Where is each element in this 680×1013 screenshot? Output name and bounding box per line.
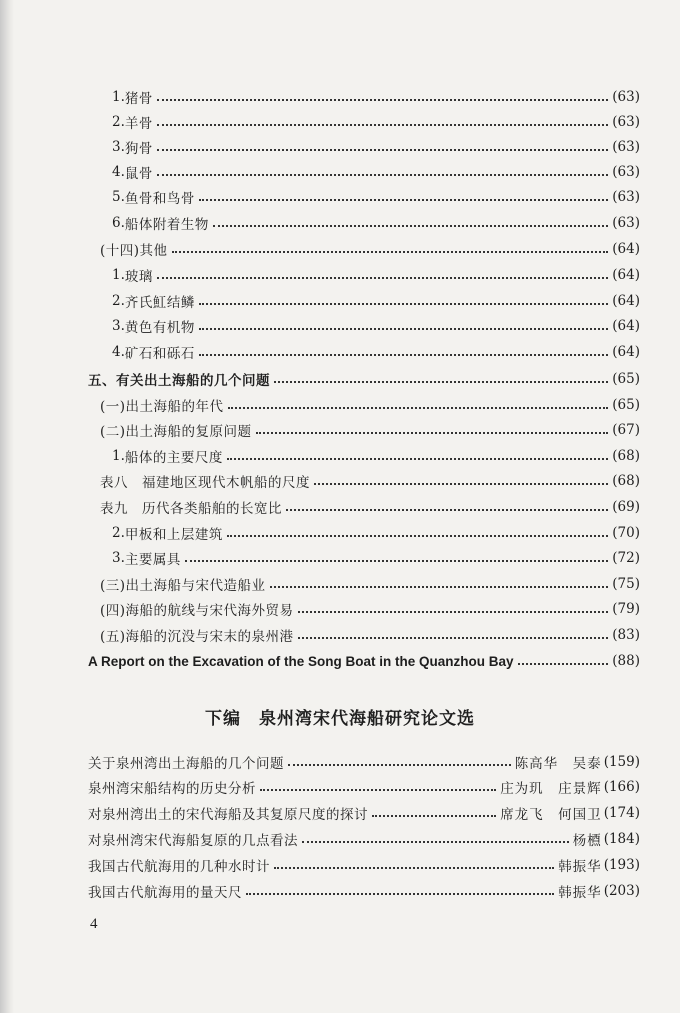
article-author: 席龙飞 何国卫 <box>500 807 602 823</box>
dot-leader <box>157 147 608 151</box>
toc-entry-number: 1. <box>112 448 125 464</box>
article-page: (174) <box>603 805 640 821</box>
toc-entry-number: 4. <box>112 344 125 360</box>
toc-entry <box>100 470 640 492</box>
toc-entry-page: (70) <box>612 525 640 541</box>
toc-entry-title: 表八 福建地区现代木帆船的尺度 <box>100 475 310 491</box>
toc-entry-title: (四)海船的航线与宋代海外贸易 <box>100 603 294 619</box>
toc-entry-title: 船体附着生物 <box>124 217 209 233</box>
toc-entry-title: 狗骨 <box>124 141 153 157</box>
article-title: 对泉州湾出土的宋代海船及其复原尺度的探讨 <box>88 807 368 823</box>
toc-entry-page: (83) <box>612 627 640 643</box>
article-entry <box>88 880 640 902</box>
toc-entry-page: (67) <box>612 422 640 438</box>
toc-entry-page: (65) <box>612 371 640 387</box>
toc-entry <box>100 598 640 620</box>
dot-leader <box>246 891 554 895</box>
article-title: 我国古代航海用的量天尺 <box>88 885 242 901</box>
dot-leader <box>286 507 608 511</box>
toc-entry <box>88 368 640 390</box>
toc-entry-page: (63) <box>612 114 640 130</box>
article-page: (193) <box>603 857 640 873</box>
toc-entry <box>88 650 640 672</box>
toc-entry <box>112 264 640 286</box>
toc-entry-page: (63) <box>612 189 640 205</box>
article-author: 庄为玑 庄景辉 <box>500 781 602 797</box>
toc-entry-number: 2. <box>112 114 125 130</box>
article-author: 韩振华 <box>558 859 602 875</box>
dot-leader <box>372 813 496 817</box>
toc-entry-number: 1. <box>112 267 125 283</box>
toc-entry <box>112 341 640 363</box>
article-entry <box>88 828 640 850</box>
toc-entry-page: (65) <box>612 397 640 413</box>
toc-entry-page: (63) <box>612 89 640 105</box>
dot-leader <box>260 787 496 791</box>
toc-entry-page: (64) <box>612 318 640 334</box>
toc-entry-page: (68) <box>612 448 640 464</box>
toc-entry-page: (63) <box>612 215 640 231</box>
toc-entry-title: 主要属具 <box>124 552 181 568</box>
toc-entry-page: (64) <box>612 241 640 257</box>
section-heading <box>0 704 680 730</box>
toc-entry-title: 猪骨 <box>124 91 153 107</box>
toc-entry <box>100 419 640 441</box>
section-part-label: 下编 <box>205 709 241 729</box>
toc-entry-title: (二)出土海船的复原问题 <box>100 424 252 440</box>
toc-entry <box>100 238 640 260</box>
article-author: 杨槱 <box>572 833 602 849</box>
toc-entry-number: 2. <box>112 293 125 309</box>
toc-entry <box>112 86 640 108</box>
toc-entry-title: 玻璃 <box>124 269 153 285</box>
toc-entry-title: 表九 历代各类船舶的长宽比 <box>100 501 282 517</box>
toc-entry-number: 3. <box>112 318 125 334</box>
toc-entry <box>112 445 640 467</box>
toc-entry-page: (64) <box>612 344 640 360</box>
toc-entry <box>100 573 640 595</box>
toc-entry <box>112 547 640 569</box>
dot-leader <box>199 326 608 330</box>
toc-entry-number: 1. <box>112 89 125 105</box>
dot-leader <box>274 865 554 869</box>
toc-entry-number: 4. <box>112 164 125 180</box>
dot-leader <box>199 301 608 305</box>
dot-leader <box>172 249 609 253</box>
toc-entry-title: 甲板和上层建筑 <box>124 527 223 543</box>
article-title: 对泉州湾宋代海船复原的几点看法 <box>88 833 298 849</box>
dot-leader <box>157 275 608 279</box>
toc-entry <box>112 522 640 544</box>
toc-entry-title: 船体的主要尺度 <box>124 450 223 466</box>
dot-leader <box>199 352 608 356</box>
article-author: 陈高华 吴泰 <box>514 756 602 772</box>
dot-leader <box>274 379 608 383</box>
article-title: 关于泉州湾出土海船的几个问题 <box>88 756 284 772</box>
article-entry <box>88 854 640 876</box>
dot-leader <box>157 97 608 101</box>
section-title: 泉州湾宋代海船研究论文选 <box>259 709 475 729</box>
toc-entry-page: (79) <box>612 601 640 617</box>
dot-leader <box>185 558 608 562</box>
toc-entry-title: (五)海船的沉没与宋末的泉州港 <box>100 629 294 645</box>
toc-entry-number: 3. <box>112 550 125 566</box>
toc-entry-title: (十四)其他 <box>100 243 168 259</box>
page-number: 4 <box>90 916 98 932</box>
toc-entry-page: (68) <box>612 473 640 489</box>
toc-entry <box>112 161 640 183</box>
toc-entry-title: 黄色有机物 <box>124 320 195 336</box>
toc-entry <box>112 290 640 312</box>
toc-entry-title: 矿石和砾石 <box>124 346 195 362</box>
article-page: (159) <box>603 754 640 770</box>
article-title: 我国古代航海用的几种水时计 <box>88 859 270 875</box>
dot-leader <box>213 223 608 227</box>
dot-leader <box>298 635 609 639</box>
article-entry <box>88 751 640 773</box>
toc-entry <box>100 394 640 416</box>
toc-entry-page: (88) <box>612 653 640 669</box>
toc-entry-number: 6. <box>112 215 125 231</box>
dot-leader <box>302 839 569 843</box>
dot-leader <box>227 456 608 460</box>
dot-leader <box>314 481 608 485</box>
toc-entry <box>112 212 640 234</box>
toc-entry <box>112 315 640 337</box>
toc-entry-title: 齐氏魟结鳞 <box>124 295 195 311</box>
toc-entry <box>112 111 640 133</box>
article-page: (184) <box>603 831 640 847</box>
toc-entry-title: (三)出土海船与宋代造船业 <box>100 578 266 594</box>
toc-entry-title: 鼠骨 <box>124 166 153 182</box>
dot-leader <box>227 533 608 537</box>
toc-entry <box>112 186 640 208</box>
article-title: 泉州湾宋船结构的历史分析 <box>88 781 256 797</box>
dot-leader <box>228 405 609 409</box>
dot-leader <box>157 122 608 126</box>
toc-entry-page: (75) <box>612 576 640 592</box>
dot-leader <box>288 762 511 766</box>
toc-entry-page: (63) <box>612 139 640 155</box>
article-page: (203) <box>603 883 640 899</box>
toc-entry-title: 羊骨 <box>124 116 153 132</box>
dot-leader <box>157 172 608 176</box>
toc-entry-number: 5. <box>112 189 125 205</box>
toc-entry-page: (64) <box>612 293 640 309</box>
toc-entry-number: 3. <box>112 139 125 155</box>
dot-leader <box>298 609 609 613</box>
article-entry <box>88 776 640 798</box>
toc-entry-title: 五、有关出土海船的几个问题 <box>88 373 270 389</box>
toc-entry-title: (一)出土海船的年代 <box>100 399 224 415</box>
dot-leader <box>256 430 609 434</box>
toc-entry-title: A Report on the Excavation of the Song Boat in the Quanzhou Bay <box>88 653 514 669</box>
article-entry <box>88 802 640 824</box>
dot-leader <box>199 197 608 201</box>
toc-entry-page: (69) <box>612 499 640 515</box>
toc-entry-page: (64) <box>612 267 640 283</box>
toc-entry-title: 鱼骨和鸟骨 <box>124 191 195 207</box>
dot-leader <box>270 584 609 588</box>
toc-entry <box>100 624 640 646</box>
toc-entry <box>100 496 640 518</box>
toc-entry-number: 2. <box>112 525 125 541</box>
toc-entry <box>112 136 640 158</box>
toc-entry-page: (63) <box>612 164 640 180</box>
toc-entry-page: (72) <box>612 550 640 566</box>
dot-leader <box>518 661 609 665</box>
article-page: (166) <box>603 779 640 795</box>
article-author: 韩振华 <box>558 885 602 901</box>
